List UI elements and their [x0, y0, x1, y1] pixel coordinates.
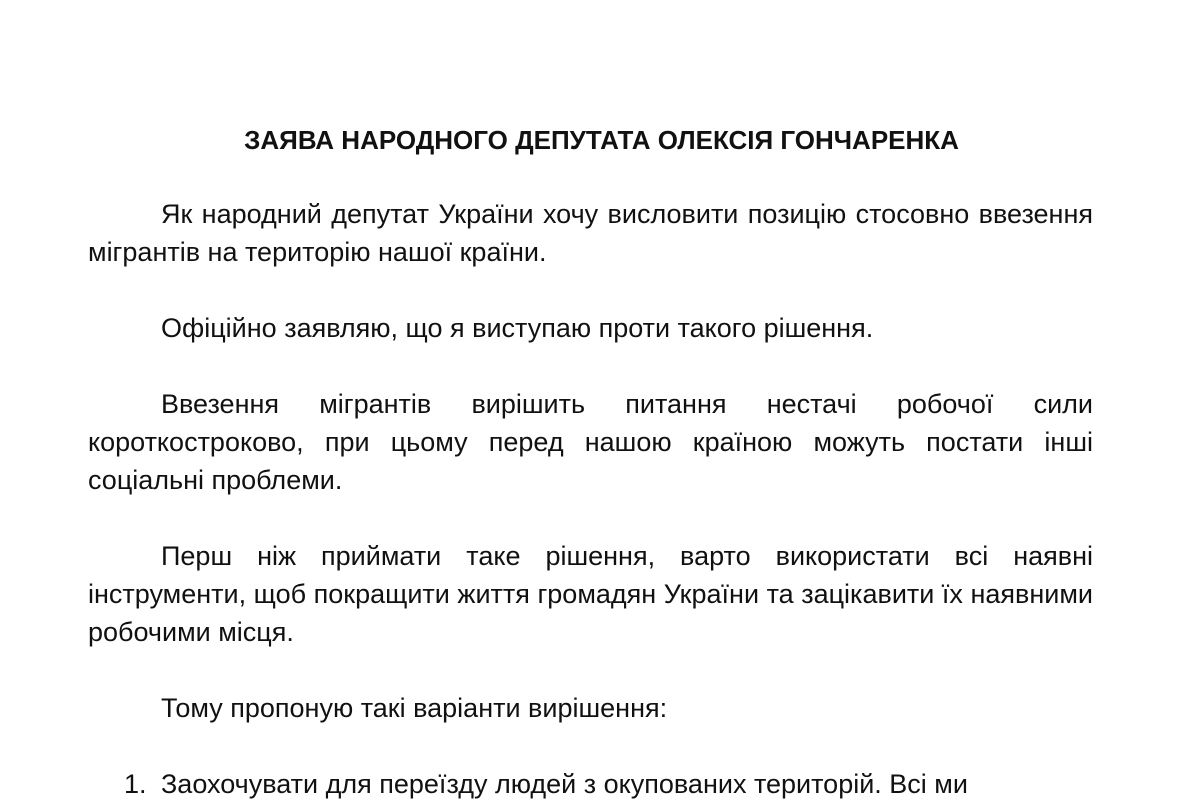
list-item [88, 765, 1093, 800]
solutions-list [88, 765, 1093, 800]
list-item-text: Заохочувати для переїзду людей з окупованих територій. Всі ми [161, 769, 968, 799]
document-title: ЗАЯВА НАРОДНОГО ДЕПУТАТА ОЛЕКСІЯ ГОНЧАРЕНКА [244, 125, 959, 155]
paragraph-labor-shortage: Ввезення мігрантів вирішить питання нестачі робочої сили короткостроково, при цьому перед нашою країною можуть постати інші соціальні проблеми. [88, 389, 1093, 495]
paragraph-position: Як народний депутат України хочу висловити позицію стосовно ввезення мігрантів на територію нашої країни. [88, 199, 1093, 267]
paragraph-official-statement: Офіційно заявляю, що я виступаю проти такого рішення. [161, 313, 874, 343]
list-item-number: 1. [124, 769, 147, 799]
paragraph-solutions-intro: Тому пропоную такі варіанти вирішення: [161, 693, 668, 723]
document-content [88, 118, 1093, 800]
paragraph-instruments: Перш ніж приймати таке рішення, варто використати всі наявні інструменти, щоб покращити життя громадян України та зацікавити їх наявними робочими місця. [88, 541, 1093, 647]
